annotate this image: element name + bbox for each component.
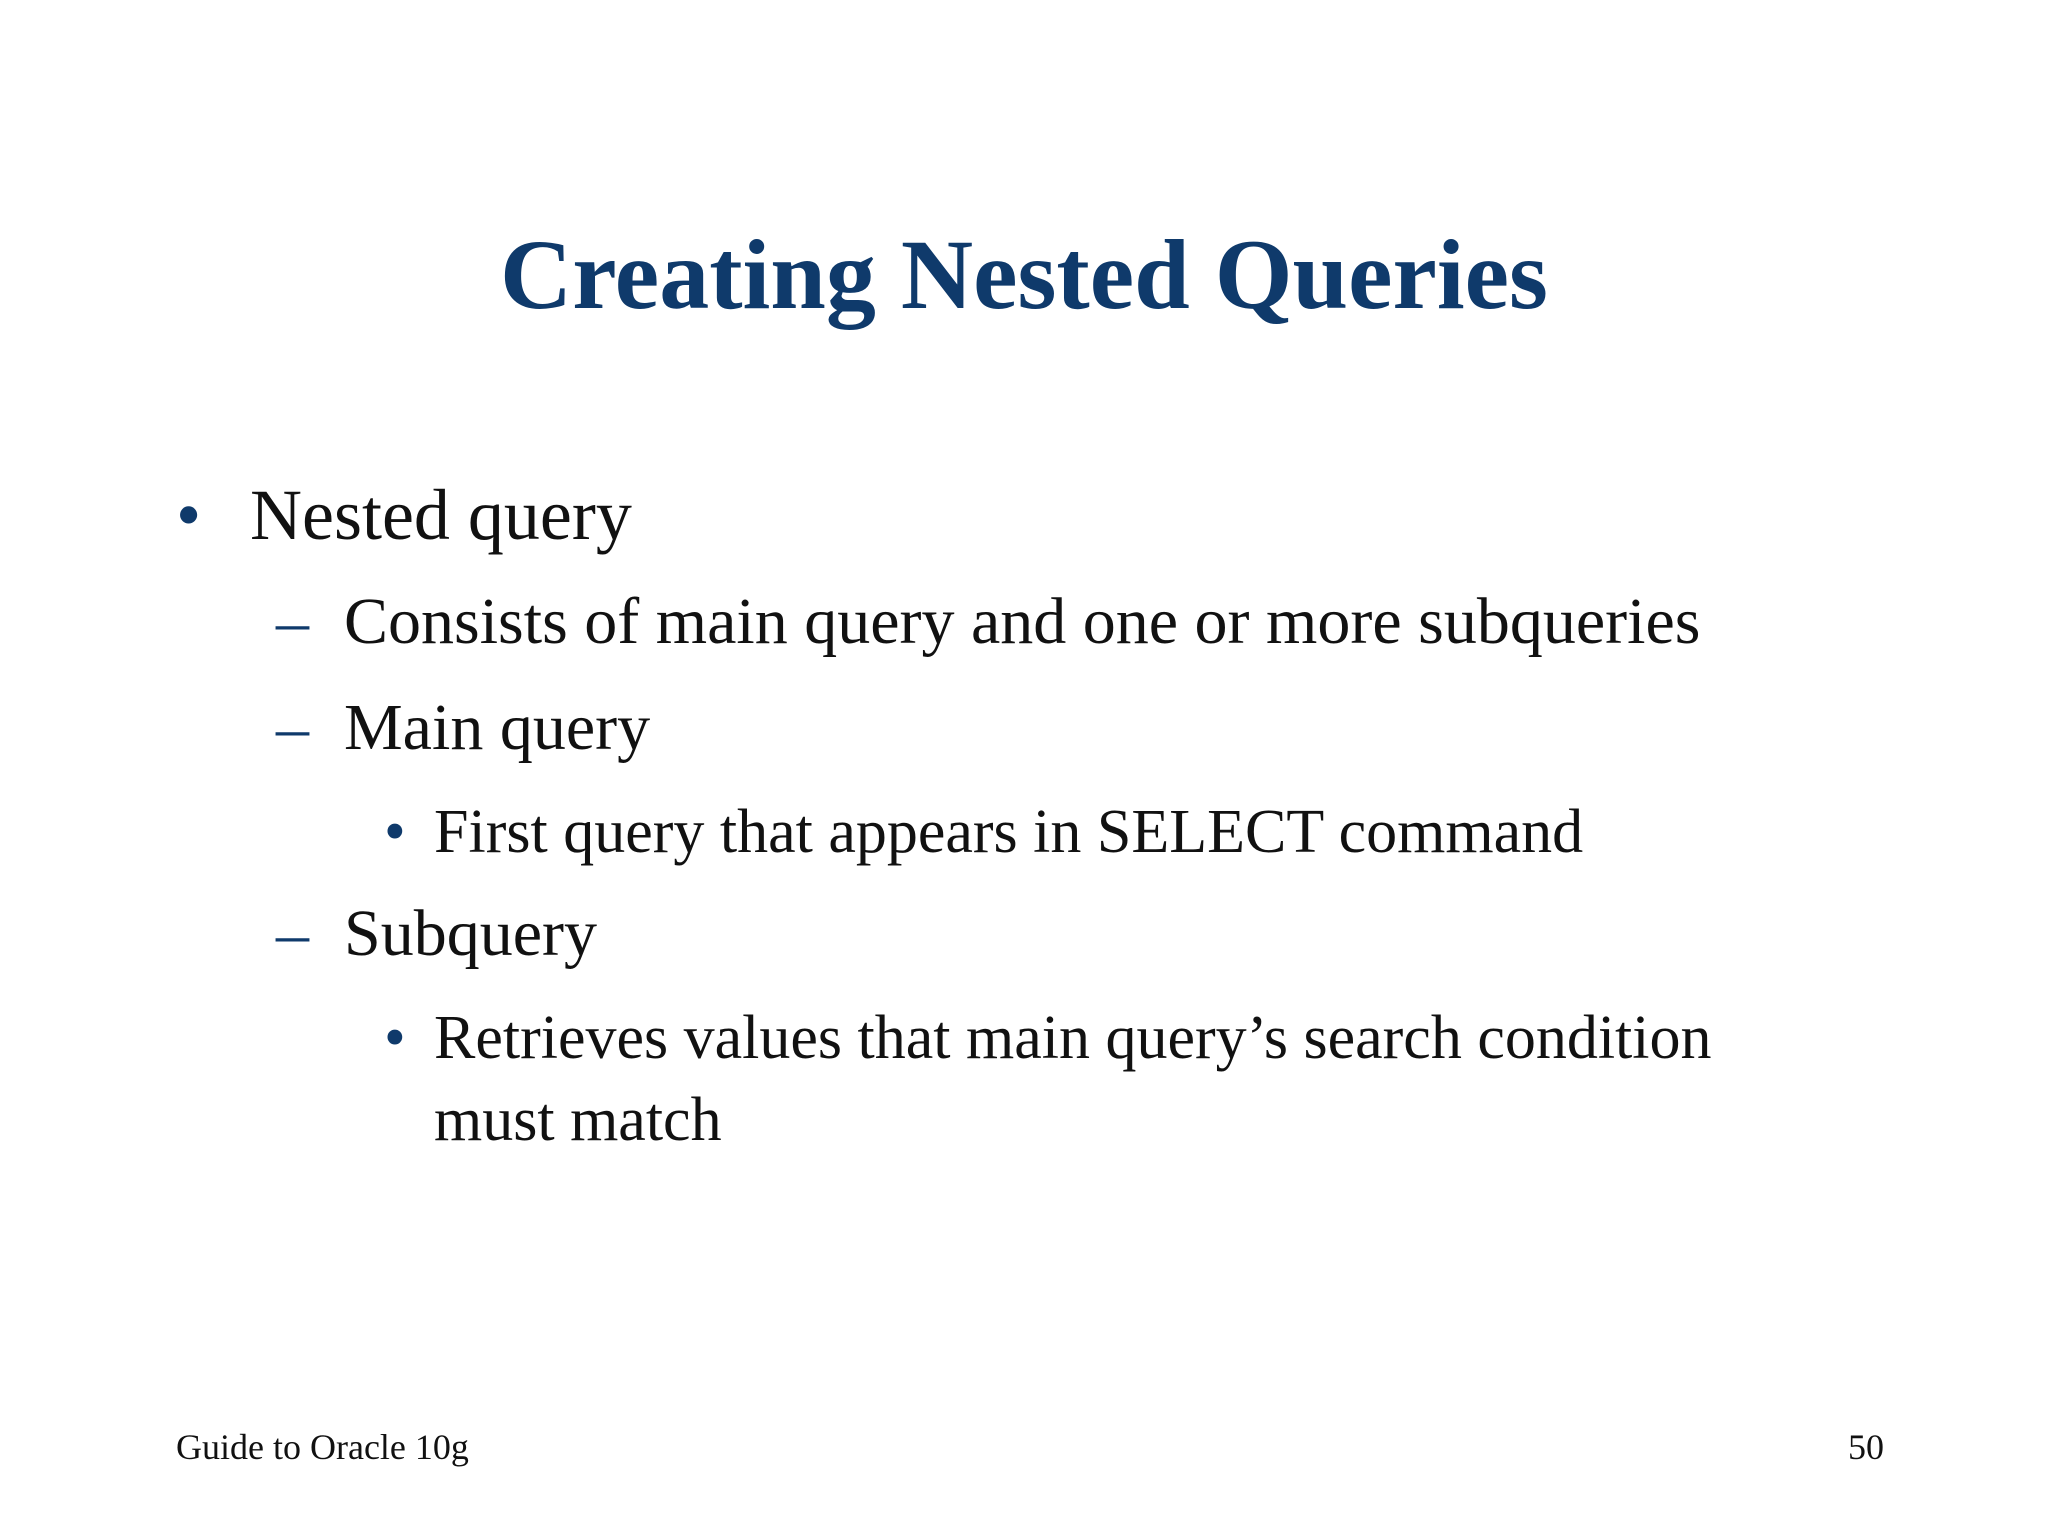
subbullet-consists-of — [0, 580, 2048, 664]
page-number: 50 — [1848, 1427, 1884, 1467]
dash-marker: – — [276, 585, 309, 658]
subsubbullet-continuation — [0, 1080, 2048, 1160]
bullet-marker: • — [384, 1004, 406, 1072]
subsubbullet-first-query — [0, 792, 2048, 872]
dash-marker: – — [276, 897, 309, 970]
dash-marker: – — [276, 691, 309, 764]
slide-title: Creating Nested Queries — [500, 219, 1548, 330]
bullet-text: Nested query — [250, 475, 632, 555]
bullet-marker: • — [176, 475, 202, 555]
subbullet-text: Main query — [344, 691, 651, 764]
subsubbullet-text: First query that appears in SELECT command — [434, 798, 1584, 866]
subbullet-main-query — [0, 686, 2048, 770]
subsubbullet-retrieves-values — [0, 998, 2048, 1078]
footer-left-text: Guide to Oracle 10g — [176, 1427, 469, 1467]
bullet-marker: • — [384, 798, 406, 866]
subbullet-subquery — [0, 892, 2048, 976]
subbullet-text: Subquery — [344, 897, 597, 970]
bullet-nested-query — [0, 470, 2048, 560]
subsubbullet-text: Retrieves values that main query’s search condition — [434, 1004, 1712, 1072]
subbullet-text: Consists of main query and one or more subqueries — [344, 585, 1701, 658]
subsubbullet-text: must match — [434, 1086, 722, 1154]
